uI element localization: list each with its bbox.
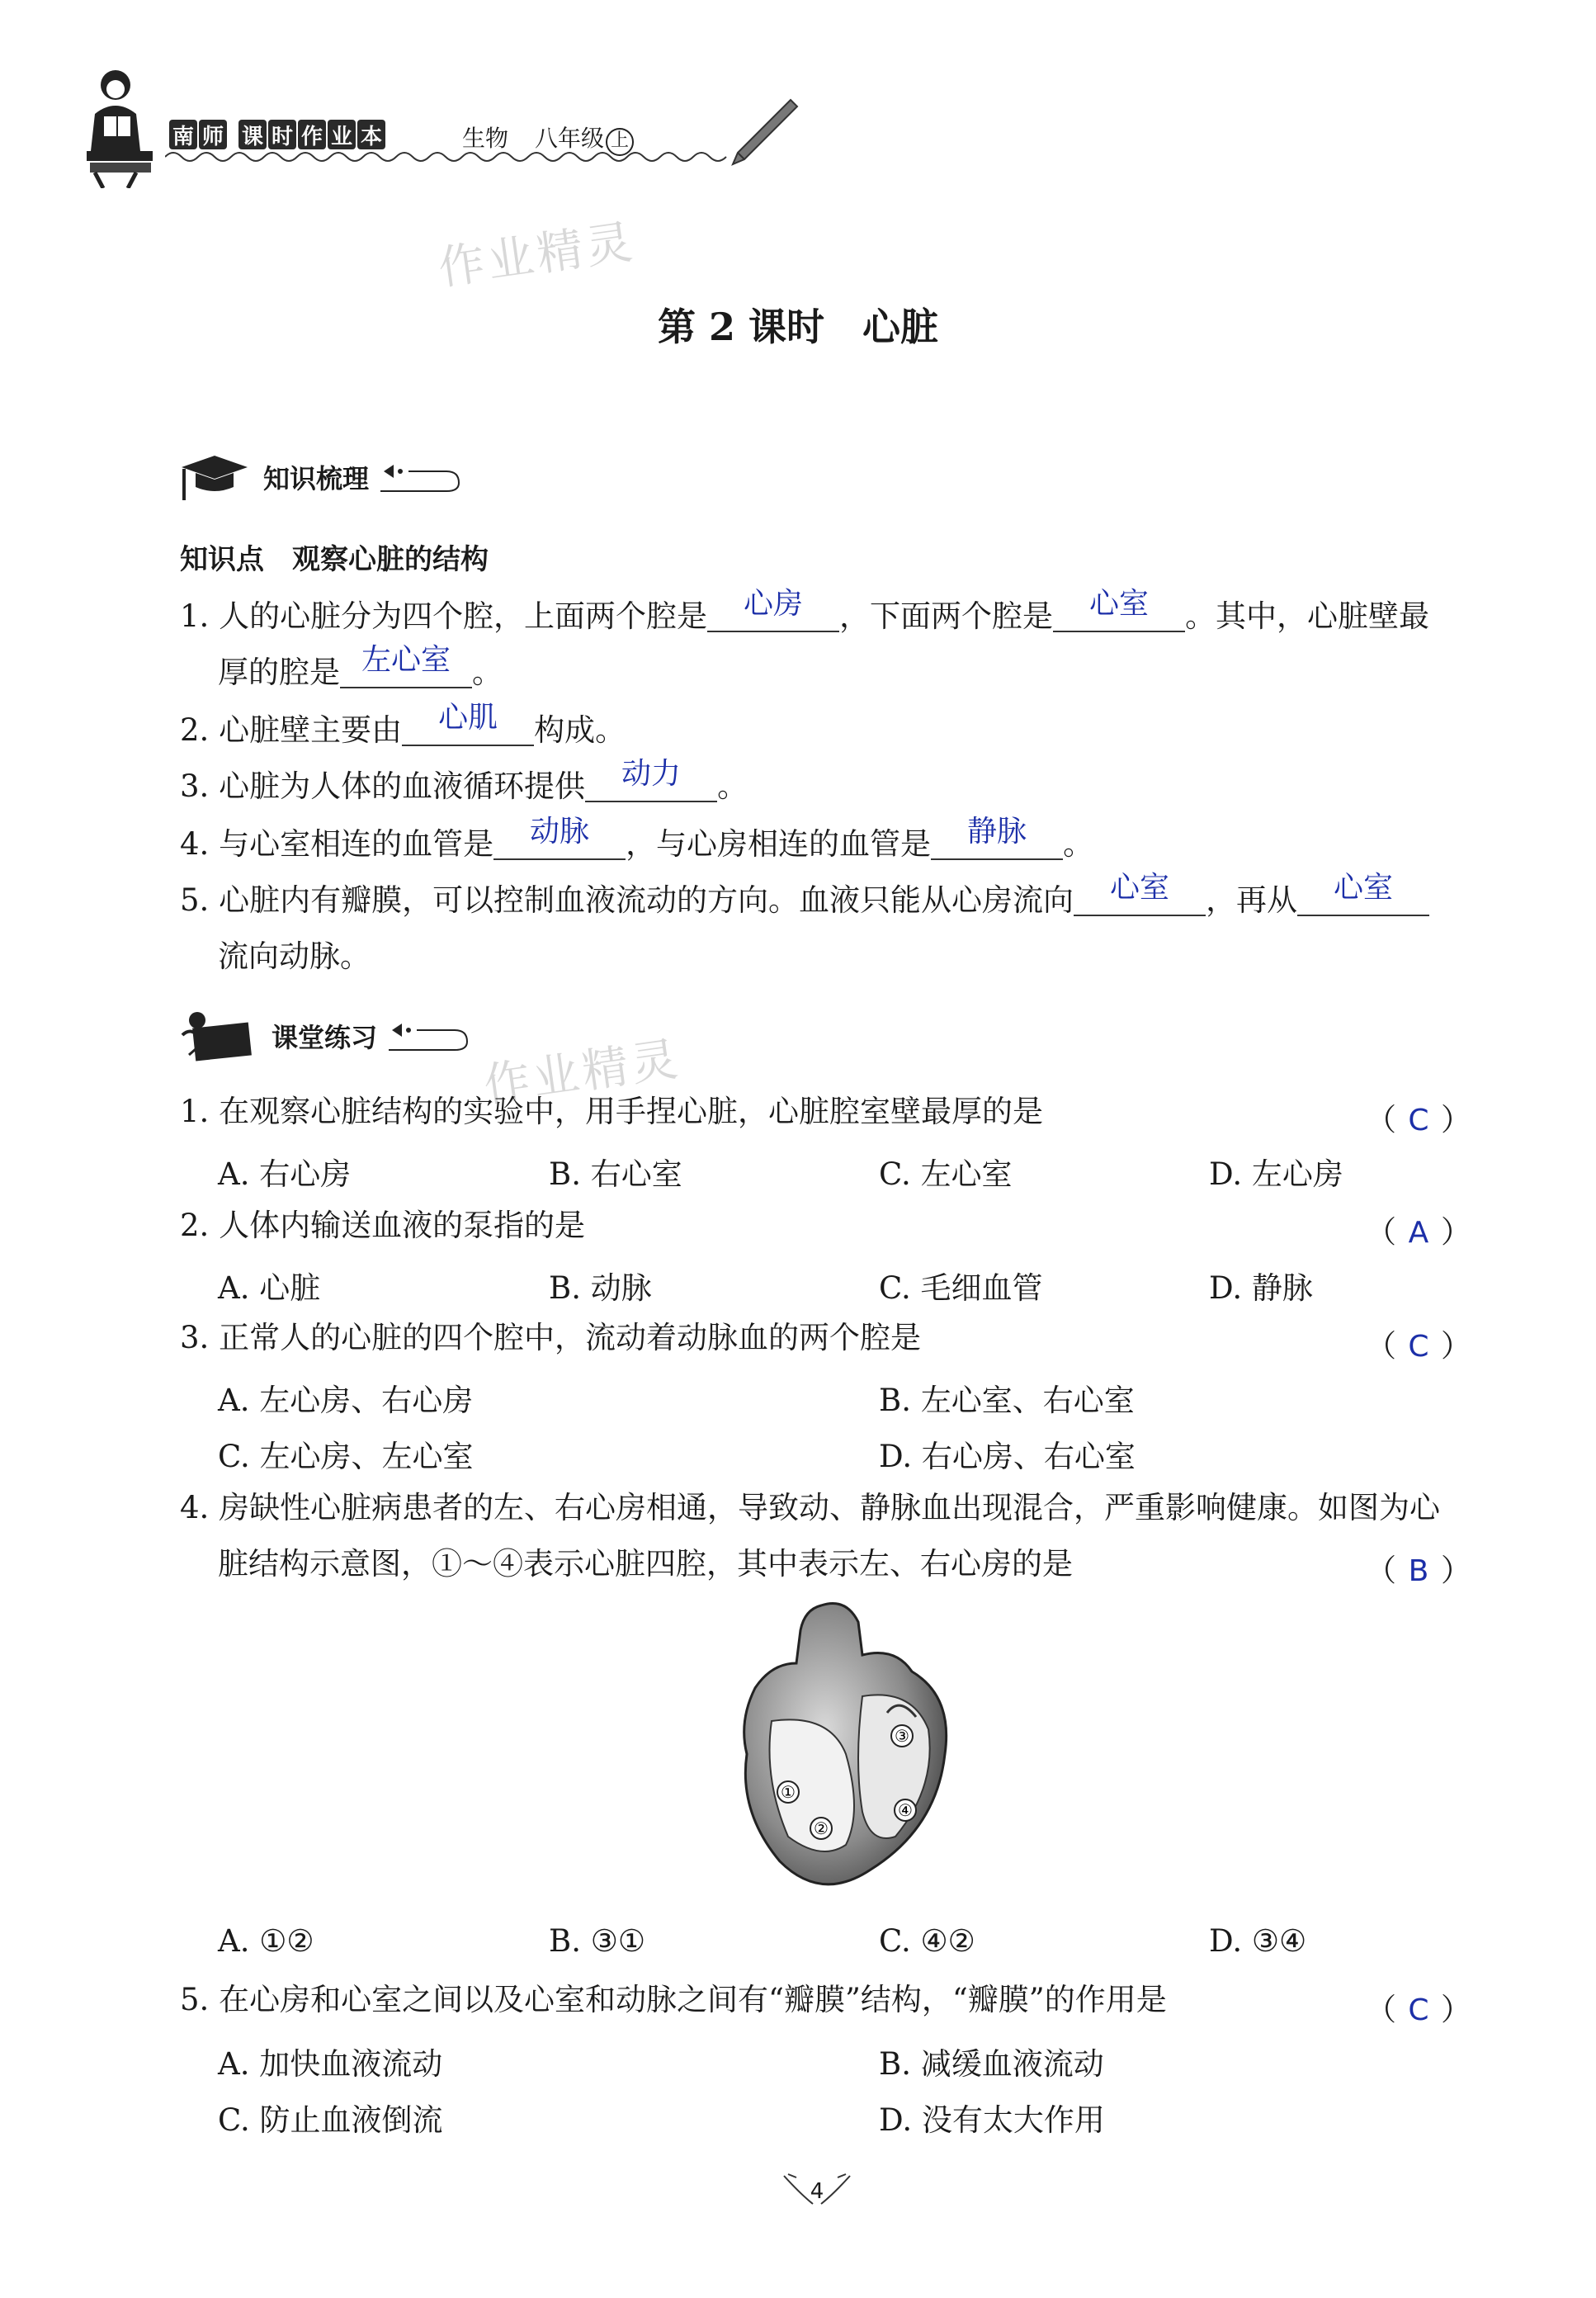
option[interactable]: A. ①② [218,1923,314,1959]
fill-question-2 [180,701,626,749]
answer-paren [1366,1984,1471,2029]
question-text: ，下面两个腔是 [839,598,1054,634]
fill-question-4 [180,815,1094,863]
heart-diagram [722,1597,970,1903]
question-text: 。 [1063,826,1094,862]
option[interactable]: B. 右心室 [549,1156,682,1192]
paren-close: ） [1441,1328,1471,1364]
paren-open: （ [1366,1553,1396,1588]
answer-paren [1366,1321,1471,1365]
handwritten-answer: 心室 [1334,871,1394,905]
option[interactable]: C. ④② [879,1923,975,1959]
pencil-icon [726,95,800,169]
handwritten-answer: 静脉 [967,815,1027,849]
answer-paren [1366,1095,1471,1139]
speaker-arrow-icon [380,456,463,498]
speaker-arrow-icon [389,1015,471,1057]
paren-open: （ [1366,1992,1396,2027]
badge-char: 南 [169,120,197,149]
option[interactable]: D. 左心房 [1209,1156,1343,1192]
question-text: 5. 心脏内有瓣膜，可以控制血液流动的方向。血液只能从心房流向 [180,882,1074,918]
option[interactable]: B. 减缓血液流动 [879,2046,1104,2082]
option[interactable]: D. ③④ [1209,1923,1307,1959]
paren-open: （ [1366,1328,1396,1364]
option[interactable]: D. 静脉 [1209,1270,1313,1306]
mc-question-2: 2. 人体内输送血液的泵指的是 [180,1208,586,1243]
option[interactable]: A. 左心房、右心房 [218,1383,474,1418]
question-text: 2. 心脏壁主要由 [180,712,403,748]
handwritten-answer: 动力 [621,757,682,791]
answer-blank[interactable] [1297,871,1429,916]
handwritten-answer: 心房 [744,587,804,621]
label-3: ③ [895,1726,909,1746]
label-1: ① [781,1782,796,1802]
series-name-badges [238,120,385,149]
fill-question-1 [180,587,1430,636]
reading-girl-logo [78,64,169,188]
answer-blank[interactable] [707,587,839,632]
question-text: ，再从 [1206,882,1298,918]
question-text: 。其中，心脏壁最 [1185,598,1430,634]
answer-blank[interactable] [585,757,717,802]
option[interactable]: B. ③① [549,1923,646,1959]
question-text: 流向动脉。 [218,939,371,974]
badge-char: 作 [298,120,326,149]
fill-question-1-cont [218,643,503,692]
badge-char: 时 [268,120,296,149]
question-text: 4. 与心室相连的血管是 [180,826,494,862]
option[interactable]: C. 左心室 [879,1156,1013,1192]
knowledge-point-heading: 知识点 观察心脏的结构 [180,543,489,576]
fill-question-3 [180,757,748,806]
question-text: 厚的腔是 [218,655,340,690]
mc-question-4: 4. 房缺性心脏病患者的左、右心房相通，导致动、静脉血出现混合，严重影响健康。如图为心 [180,1490,1441,1525]
mc-question-5: 5. 在心房和心室之间以及心室和动脉之间有“瓣膜”结构，“瓣膜”的作用是 [180,1982,1167,2017]
handwritten-answer: 动脉 [530,815,590,849]
graduation-cap-icon [177,452,252,502]
label-2: ② [814,1818,829,1838]
paren-close: ） [1441,1102,1471,1137]
fill-question-5 [180,871,1429,920]
handwritten-answer: C [1408,1104,1429,1137]
mc-question-4-cont: 脏结构示意图，①～④表示心脏四腔，其中表示左、右心房的是 [218,1546,1073,1582]
option[interactable]: A. 加快血液流动 [218,2046,443,2082]
option[interactable]: A. 心脏 [218,1270,321,1306]
fill-question-5-cont [218,938,371,976]
option[interactable]: B. 动脉 [549,1270,652,1306]
blackboard-icon [177,1007,260,1065]
answer-blank[interactable] [1074,871,1206,916]
paren-close: ） [1441,1214,1471,1250]
question-text: ，与心房相连的血管是 [626,826,932,862]
page-number: 4 [810,2179,824,2204]
answer-blank[interactable] [1053,587,1185,632]
badge-char: 师 [199,120,227,149]
option[interactable]: B. 左心室、右心室 [879,1383,1135,1418]
answer-paren [1366,1545,1471,1590]
subject-label: 生物 [462,125,509,152]
badge-char: 课 [238,120,267,149]
question-text: 构成。 [534,712,626,748]
answer-blank[interactable] [493,815,626,860]
answer-blank[interactable] [931,815,1063,860]
paren-close: ） [1441,1992,1471,2027]
section-header-knowledge [177,452,463,502]
volume-badge: 上 [606,128,634,156]
page-title: 第 2 课时 心脏 [657,305,939,349]
mc-question-3: 3. 正常人的心脏的四个腔中，流动着动脉血的两个腔是 [180,1320,922,1355]
grade-text: 八年级 [535,125,605,152]
handwritten-answer: 心肌 [438,701,498,735]
handwritten-answer: 心室 [1089,587,1150,621]
handwritten-answer: C [1408,1993,1429,2027]
handwritten-answer: A [1408,1216,1429,1250]
brand-badges [169,120,227,149]
option[interactable]: A. 右心房 [218,1156,352,1192]
question-text: 。 [717,768,748,804]
header-wavy-line [165,147,743,167]
label-4: ④ [898,1800,913,1820]
section-title: 课堂练习 [272,1022,378,1053]
handwritten-answer: C [1408,1330,1429,1364]
paren-close: ） [1441,1553,1471,1588]
question-text: 3. 心脏为人体的血液循环提供 [180,768,586,804]
paren-open: （ [1366,1102,1396,1137]
handwritten-answer: 左心室 [361,643,451,677]
answer-blank[interactable] [402,701,534,746]
option[interactable]: D. 没有太大作用 [879,2102,1105,2138]
handwritten-answer: 心室 [1110,871,1170,905]
question-text: 。 [472,655,503,690]
handwritten-answer: B [1408,1554,1429,1588]
option[interactable]: C. 毛细血管 [879,1270,1043,1306]
series-badges [169,120,385,149]
mc-question-1: 1. 在观察心脏结构的实验中，用手捏心脏，心脏腔室壁最厚的是 [180,1094,1044,1129]
watermark: 作业精灵 [435,215,639,296]
badge-char: 业 [328,120,356,149]
section-title: 知识梳理 [263,463,370,494]
option[interactable]: C. 防止血液倒流 [218,2102,443,2138]
watermark: 作业精灵 [480,1032,684,1114]
section-header-practice [177,1007,471,1065]
answer-paren [1366,1207,1471,1251]
option[interactable]: C. 左心房、左心室 [218,1439,474,1474]
paren-open: （ [1366,1214,1396,1250]
badge-char: 本 [357,120,385,149]
answer-blank[interactable] [340,643,472,688]
question-text: 1. 人的心脏分为四个腔，上面两个腔是 [180,598,708,634]
option[interactable]: D. 右心房、右心室 [879,1439,1136,1474]
